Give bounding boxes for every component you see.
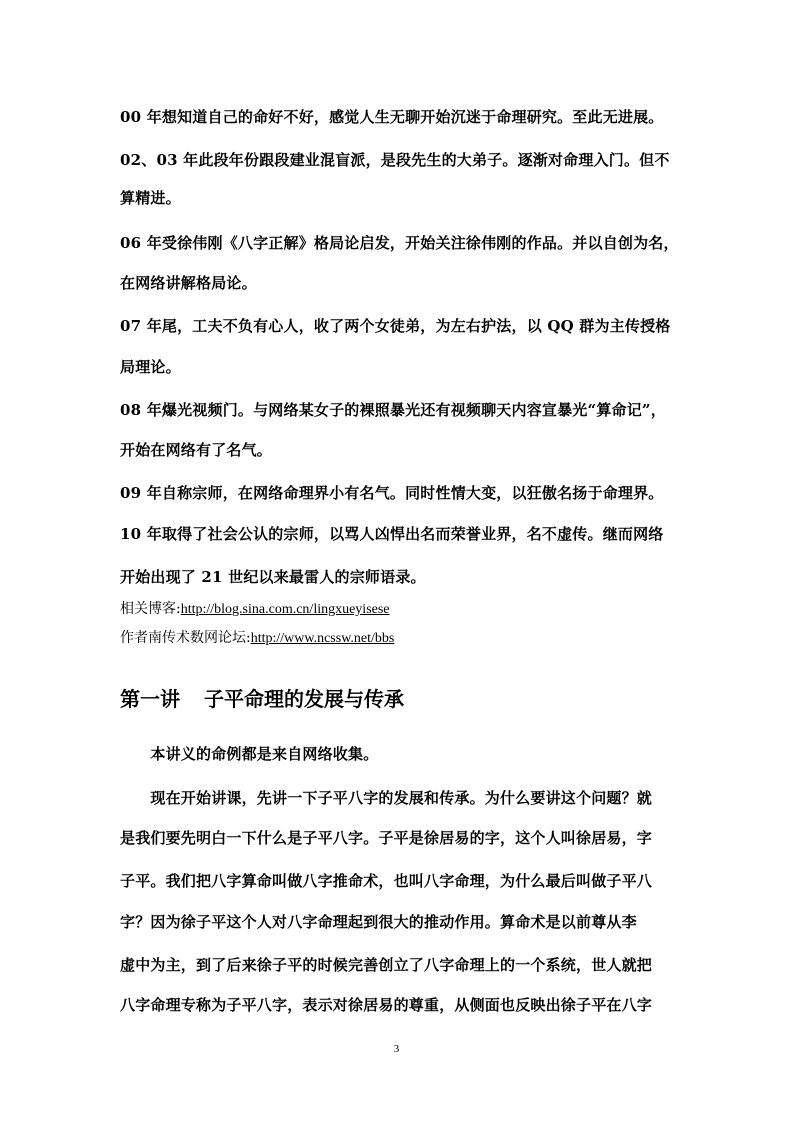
- body-line: 本讲义的命例都是来自网络收集。: [120, 745, 379, 763]
- lecture-number: 第一讲: [120, 687, 180, 711]
- intro-line: 08 年爆光视频门。与网络某女子的裸照暴光还有视频聊天内容宣暴光“算命记”，: [120, 401, 666, 419]
- intro-line: 02、03 年此段年份跟段建业混盲派，是段先生的大弟子。逐渐对命理入门。但不: [120, 151, 670, 169]
- section-heading: [120, 683, 404, 712]
- body-line: 是我们要先明白一下什么是子平八字。子平是徐居易的字，这个人叫徐居易，字: [120, 829, 653, 847]
- blog-line: [120, 598, 390, 618]
- body-line: 子平。我们把八字算命叫做八字推命术，也叫八字命理，为什么最后叫做子平八: [120, 872, 653, 890]
- intro-line: 在网络讲解格局论。: [120, 274, 257, 292]
- section-title: 子平命理的发展与传承: [204, 687, 404, 711]
- intro-line: 07 年尾，工夫不负有心人，收了两个女徒弟，为左右护法，以 QQ 群为主传授格: [120, 317, 671, 335]
- intro-line: 算精进。: [120, 189, 181, 207]
- page-number: 3: [393, 1043, 400, 1055]
- body-line: 虚中为主，到了后来徐子平的时候完善创立了八字命理上的一个系统，世人就把: [120, 956, 653, 974]
- forum-label: 作者南传术数网论坛:: [120, 630, 251, 646]
- body-line: 现在开始讲课，先讲一下子平八字的发展和传承。为什么要讲这个问题？就: [120, 789, 653, 807]
- forum-link[interactable]: http://www.ncssw.net/bbs: [250, 631, 395, 646]
- intro-line: 10 年取得了社会公认的宗师，以骂人凶悍出名而荣誉业界，名不虚传。继而网络: [120, 525, 664, 543]
- intro-line: 开始在网络有了名气。: [120, 441, 273, 459]
- intro-line: 06 年受徐伟刚《八字正解》格局论启发，开始关注徐伟刚的作品。并以自创为名，: [120, 234, 679, 252]
- intro-line: 00 年想知道自己的命好不好，感觉人生无聊开始沉迷于命理研究。至此无进展。: [120, 108, 664, 126]
- body-line: 八字命理专称为子平八字，表示对徐居易的尊重，从侧面也反映出徐子平在八字: [120, 996, 653, 1014]
- blog-link[interactable]: http://blog.sina.com.cn/lingxueyisese: [180, 602, 390, 617]
- body-line: 字？因为徐子平这个人对八字命理起到很大的推动作用。算命术是以前尊从李: [120, 913, 637, 931]
- intro-line: 局理论。: [120, 358, 181, 376]
- blog-label: 相关博客:: [120, 601, 181, 617]
- intro-line: 09 年自称宗师，在网络命理界小有名气。同时性情大变，以狂傲名扬于命理界。: [120, 484, 664, 502]
- forum-line: [120, 627, 394, 647]
- intro-line: 开始出现了 21 世纪以来最雷人的宗师语录。: [120, 568, 426, 586]
